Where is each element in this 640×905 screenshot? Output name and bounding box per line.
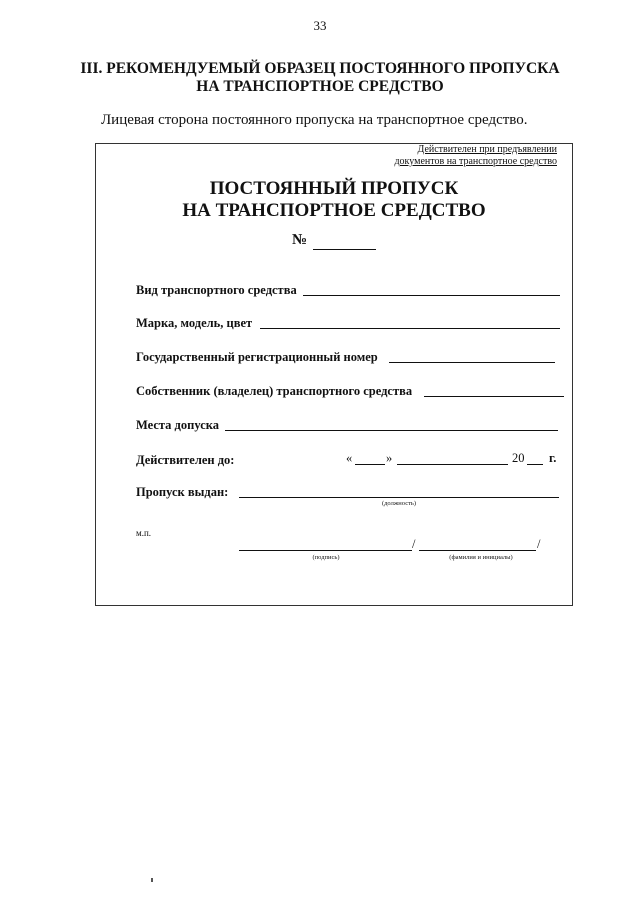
issued-by-label: Пропуск выдан: <box>136 485 229 499</box>
access-places-line <box>225 430 558 431</box>
signature-line <box>239 550 412 551</box>
access-places-label: Места допуска <box>136 418 220 432</box>
pass-number-label: № <box>292 232 308 248</box>
intro-text: Лицевая сторона постоянного пропуска на транспортное средство. <box>101 112 528 128</box>
registration-number-line <box>389 362 555 363</box>
validity-note <box>394 144 557 168</box>
date-year-prefix: 20 <box>512 451 525 465</box>
registration-number-label: Государственный регистрационный номер <box>136 350 378 364</box>
make-model-color-line <box>260 328 560 329</box>
pass-number-line <box>313 249 376 250</box>
make-model-color-label: Марка, модель, цвет <box>136 316 253 330</box>
form-title <box>96 178 572 222</box>
vehicle-type-label: Вид транспортного средства <box>136 283 297 297</box>
form-title-line2: НА ТРАНСПОРТНОЕ СРЕДСТВО <box>182 200 486 221</box>
vehicle-type-line <box>303 295 560 296</box>
issued-by-line <box>239 497 559 498</box>
validity-note-line2: документов на транспортное средство <box>394 156 557 167</box>
section-title-line1: III. РЕКОМЕНДУЕМЫЙ ОБРАЗЕЦ ПОСТОЯННОГО ПРОПУСКА <box>80 60 560 77</box>
scan-speck <box>151 878 153 882</box>
page-number: 33 <box>313 18 327 33</box>
date-day-line <box>355 464 385 465</box>
section-title <box>60 60 580 96</box>
valid-until-label: Действителен до: <box>136 453 235 467</box>
section-title-line2: НА ТРАНСПОРТНОЕ СРЕДСТВО <box>196 78 444 95</box>
name-slash: / <box>537 537 541 551</box>
signature-slash: / <box>412 537 416 551</box>
name-initials-caption: (фамилия и инициалы) <box>449 554 513 561</box>
validity-note-line1: Действителен при предъявлении <box>417 144 557 155</box>
form-title-line1: ПОСТОЯННЫЙ ПРОПУСК <box>209 178 459 199</box>
stamp-label: м.п. <box>136 528 152 538</box>
name-initials-line <box>419 550 536 551</box>
date-open-quote: « <box>346 451 353 465</box>
date-year-line <box>527 464 543 465</box>
date-month-line <box>397 464 508 465</box>
pass-form <box>95 143 573 606</box>
position-caption: (должность) <box>381 500 417 507</box>
owner-label: Собственник (владелец) транспортного средства <box>136 384 413 398</box>
owner-line <box>424 396 564 397</box>
date-close-quote: » <box>386 451 393 465</box>
date-year-suffix: г. <box>549 451 557 465</box>
signature-caption: (подпись) <box>312 554 340 561</box>
